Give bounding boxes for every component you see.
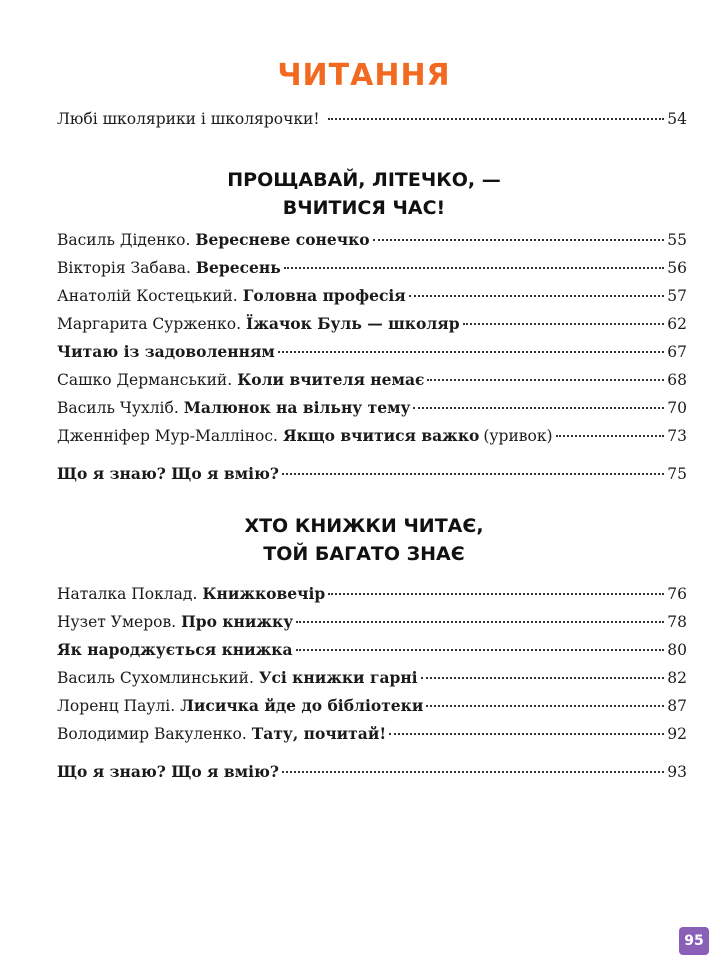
toc-entry[interactable] <box>57 668 687 696</box>
toc-summary[interactable] <box>57 464 687 492</box>
toc-entry-title: Їжачок Буль — школяр <box>246 314 460 333</box>
toc-entry-author: Лоренц Паулі. <box>57 697 176 715</box>
toc-section-1 <box>57 230 687 492</box>
leader-dots <box>328 593 664 595</box>
spacer <box>57 454 687 464</box>
toc-entry-page: 87 <box>667 697 687 715</box>
leader-dots <box>282 473 664 475</box>
toc-entry-author: Дженніфер Мур-Маллінос. <box>57 427 278 445</box>
section-title-line: ХТО КНИЖКИ ЧИТАЄ, <box>244 515 484 537</box>
toc-entry-title: Книжковечір <box>202 584 326 603</box>
leader-dots <box>373 239 665 241</box>
toc-entry[interactable] <box>57 426 687 454</box>
toc-entry-page: 62 <box>667 315 687 333</box>
section-title-line: ПРОЩАВАЙ, ЛІТЕЧКО, — <box>227 169 501 191</box>
toc-entry[interactable] <box>57 398 687 426</box>
leader-dots <box>282 771 664 773</box>
section-title-line: ТОЙ БАГАТО ЗНАЄ <box>263 543 465 565</box>
toc-entry[interactable] <box>57 640 687 668</box>
leader-dots <box>278 351 664 353</box>
toc-entry-page: 78 <box>667 613 687 631</box>
section-title-line: ВЧИТИСЯ ЧАС! <box>282 197 446 219</box>
toc-entry-page: 76 <box>667 585 687 603</box>
toc-entry-note: (уривок) <box>483 427 553 445</box>
section-title <box>0 512 728 568</box>
toc-entry-page: 68 <box>667 371 687 389</box>
toc-entry[interactable] <box>57 230 687 258</box>
toc-entry-author: Анатолій Костецький. <box>57 287 238 305</box>
leader-dots <box>296 621 664 623</box>
toc-summary-title: Що я знаю? Що я вмію? <box>57 762 279 781</box>
toc-entry-author: Василь Чухліб. <box>57 399 179 417</box>
leader-dots <box>328 118 665 120</box>
toc-entry-author: Вікторія Забава. <box>57 259 191 277</box>
leader-dots <box>427 379 664 381</box>
toc-entry-page: 70 <box>667 399 687 417</box>
page-title: ЧИТАННЯ <box>277 58 451 93</box>
toc-entry[interactable] <box>57 110 687 138</box>
toc-entry-title: Читаю із задоволенням <box>57 342 275 361</box>
toc-entry-title: Лисичка йде до бібліотеки <box>180 696 424 715</box>
leader-dots <box>296 649 665 651</box>
leader-dots <box>421 677 665 679</box>
toc-intro <box>57 110 687 138</box>
toc-entry-title: Коли вчителя немає <box>237 370 425 389</box>
toc-entry[interactable] <box>57 584 687 612</box>
toc-entry-title: Про книжку <box>181 612 294 631</box>
page-number-badge: 95 <box>679 927 709 955</box>
leader-dots <box>284 267 665 269</box>
spacer <box>57 752 687 762</box>
toc-entry-page: 92 <box>667 725 687 743</box>
toc-section-2 <box>57 584 687 790</box>
toc-entry[interactable] <box>57 314 687 342</box>
toc-entry-page: 73 <box>667 427 687 445</box>
toc-entry-title: Вересневе сонечко <box>195 230 370 249</box>
toc-summary-page: 93 <box>667 763 687 781</box>
toc-summary-title: Що я знаю? Що я вмію? <box>57 464 279 483</box>
toc-entry-page: 57 <box>667 287 687 305</box>
leader-dots <box>463 323 665 325</box>
toc-entry-page: 55 <box>667 231 687 249</box>
toc-entry-author: Василь Діденко. <box>57 231 191 249</box>
toc-summary[interactable] <box>57 762 687 790</box>
leader-dots <box>413 407 664 409</box>
toc-entry-author: Наталка Поклад. <box>57 585 198 603</box>
toc-entry[interactable] <box>57 696 687 724</box>
leader-dots <box>409 295 665 297</box>
toc-entry-page: 80 <box>667 641 687 659</box>
toc-entry[interactable] <box>57 342 687 370</box>
leader-dots <box>556 435 665 437</box>
toc-entry[interactable] <box>57 612 687 640</box>
toc-entry-page: 67 <box>667 343 687 361</box>
toc-entry-title: Якщо вчитися важко <box>283 426 480 445</box>
toc-entry-title: Малюнок на вільну тему <box>183 398 411 417</box>
toc-entry-page: 82 <box>667 669 687 687</box>
toc-entry-author: Маргарита Сурженко. <box>57 315 242 333</box>
leader-dots <box>426 705 664 707</box>
toc-entry[interactable] <box>57 286 687 314</box>
section-title <box>0 166 728 222</box>
toc-entry-author: Сашко Дерманський. <box>57 371 233 389</box>
toc-entry-title: Тату, почитай! <box>251 724 387 743</box>
toc-entry[interactable] <box>57 258 687 286</box>
toc-entry-author: Володимир Вакуленко. <box>57 725 247 743</box>
toc-entry-title: Головна професія <box>242 286 406 305</box>
toc-entry-title: Як народжується книжка <box>57 640 293 659</box>
toc-entry-author: Нузет Умеров. <box>57 613 177 631</box>
leader-dots <box>389 733 664 735</box>
toc-entry-page: 54 <box>667 110 687 128</box>
toc-entry-title: Вересень <box>195 258 281 277</box>
toc-entry-title: Любі школярики і школярочки! <box>57 110 320 128</box>
toc-entry-page: 56 <box>667 259 687 277</box>
toc-entry[interactable] <box>57 370 687 398</box>
toc-entry-author: Василь Сухомлинський. <box>57 669 254 687</box>
toc-entry-title: Усі книжки гарні <box>258 668 418 687</box>
toc-entry[interactable] <box>57 724 687 752</box>
toc-summary-page: 75 <box>667 465 687 483</box>
